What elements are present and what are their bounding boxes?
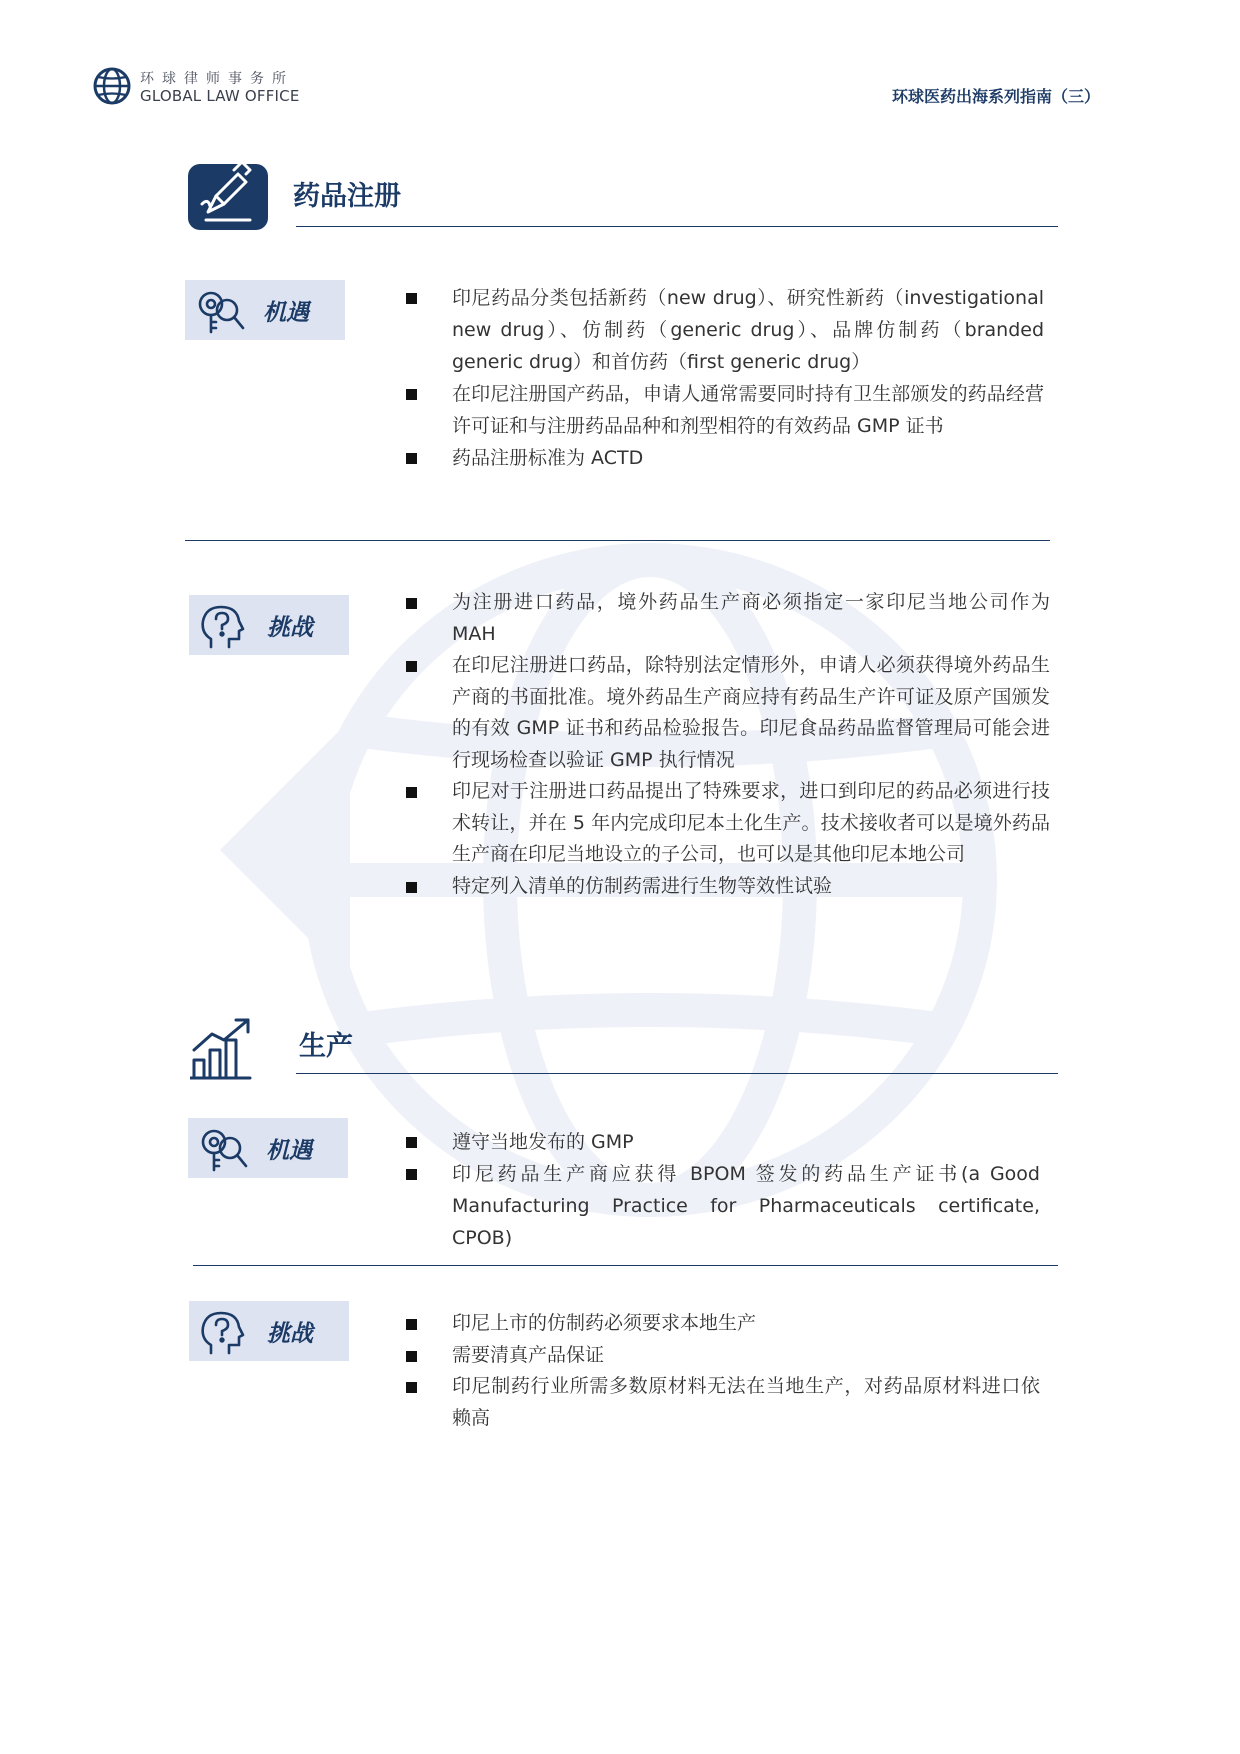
opportunity-list: [406, 282, 1044, 474]
tag-opportunity: [185, 280, 345, 340]
series-title: 环球医药出海系列指南（三）: [891, 87, 1100, 106]
list-item: 药品注册标准为 ACTD: [406, 442, 1044, 474]
logo-chinese-name: 环球律师事务所: [140, 71, 294, 87]
key-search-icon: [193, 288, 249, 336]
pen-signature-icon: [188, 160, 270, 234]
list-item: 印尼对于注册进口药品提出了特殊要求，进口到印尼的药品必须进行技术转让，并在 5 年内完成印尼本土化生产。技术接收者可以是境外药品生产商在印尼当地设立的子公司，也可以是其他印尼本地公司: [406, 776, 1050, 871]
list-item: 印尼药品生产商应获得 BPOM 签发的药品生产证书(a Good Manufacturing Practice for Pharmaceuticals certificate, CPOB): [406, 1158, 1040, 1254]
opportunity-list: [406, 1126, 1040, 1254]
section-divider: [296, 226, 1058, 227]
globe-logo-icon: [92, 66, 132, 106]
list-item: 印尼制药行业所需多数原材料无法在当地生产，对药品原材料进口依赖高: [406, 1371, 1040, 1434]
section-title-registration: 药品注册: [293, 181, 401, 212]
list-item: 需要清真产品保证: [406, 1340, 1040, 1372]
firm-logo: [92, 66, 412, 110]
list-item: 在印尼注册国产药品，申请人通常需要同时持有卫生部颁发的药品经营许可证和与注册药品品种和剂型相符的有效药品 GMP 证书: [406, 378, 1044, 442]
list-item: 印尼药品分类包括新药（new drug）、研究性新药（investigational new drug）、仿制药（generic drug）、品牌仿制药（branded generic drug）和首仿药（first generic drug）: [406, 282, 1044, 378]
question-head-icon: [197, 603, 253, 651]
list-item: 为注册进口药品，境外药品生产商必须指定一家印尼当地公司作为 MAH: [406, 587, 1050, 650]
group-divider: [193, 1265, 1058, 1266]
group-divider: [185, 540, 1050, 541]
logo-english-name: GLOBAL LAW OFFICE: [140, 87, 300, 105]
list-item: 特定列入清单的仿制药需进行生物等效性试验: [406, 871, 1050, 903]
tag-challenge: [189, 595, 349, 655]
key-search-icon: [196, 1126, 252, 1174]
challenge-list: [406, 1308, 1040, 1434]
tag-challenge: [189, 1301, 349, 1361]
tag-label: 挑战: [267, 1321, 313, 1347]
tag-label: 机遇: [263, 300, 309, 326]
list-item: 在印尼注册进口药品，除特别法定情形外，申请人必须获得境外药品生产商的书面批准。境外药品生产商应持有药品生产许可证及原产国颁发的有效 GMP 证书和药品检验报告。印尼食品药品监督管理局可能会进行现场检查以验证 GMP 执行情况: [406, 650, 1050, 776]
list-item: 印尼上市的仿制药必须要求本地生产: [406, 1308, 1040, 1340]
tag-opportunity: [188, 1118, 348, 1178]
section-title-production: 生产: [299, 1031, 353, 1062]
list-item: 遵守当地发布的 GMP: [406, 1126, 1040, 1158]
tag-label: 机遇: [266, 1138, 312, 1164]
tag-label: 挑战: [267, 615, 313, 641]
growth-chart-icon: [190, 1016, 256, 1084]
question-head-icon: [197, 1309, 253, 1357]
section-divider: [296, 1073, 1058, 1074]
challenge-list: [406, 587, 1050, 902]
